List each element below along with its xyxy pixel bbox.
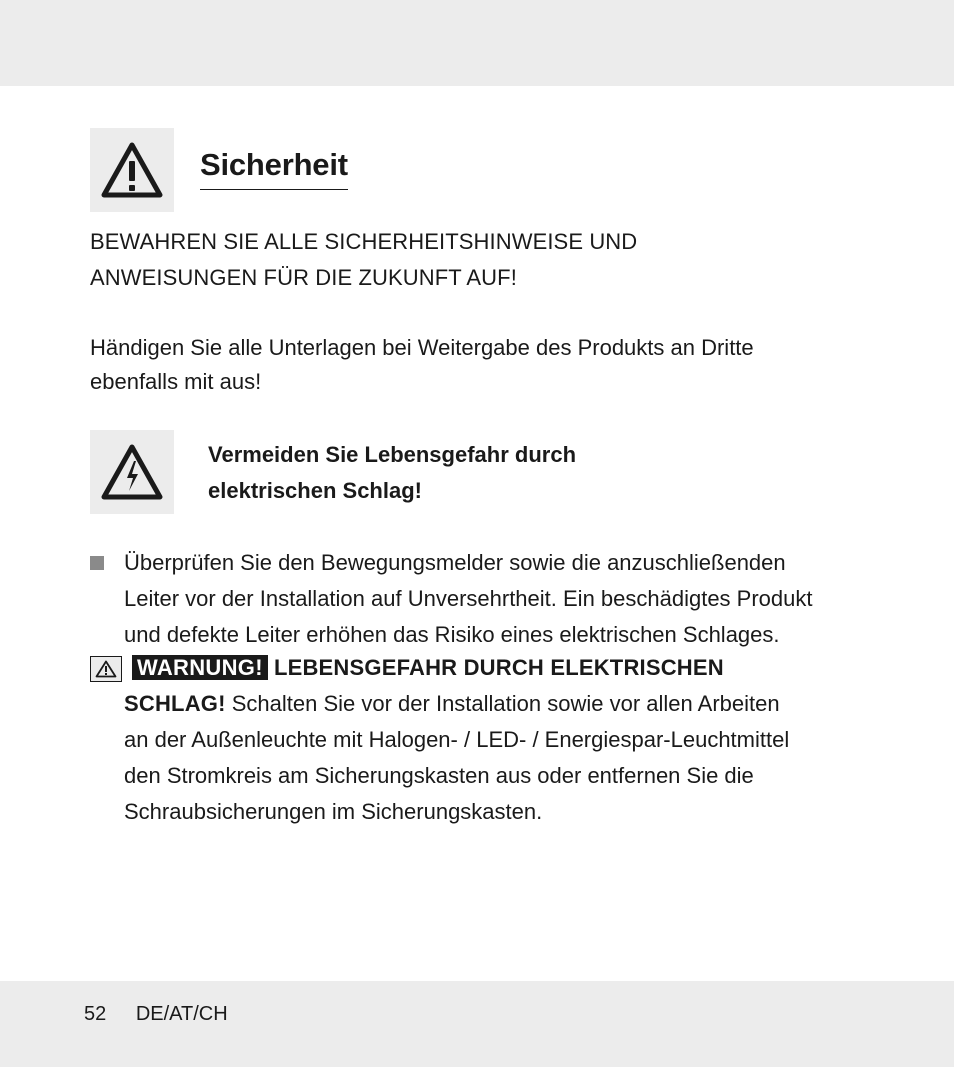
handover-line1: Händigen Sie alle Unterlagen bei Weitergabe des Produkts an Dritte bbox=[90, 335, 754, 360]
warning-heading-continued: SCHLAG! bbox=[124, 691, 226, 716]
warning-line3: an der Außenleuchte mit Halogen- / LED- / Energiespar-Leuchtmittel bbox=[124, 727, 790, 752]
shock-warning-line1: Vermeiden Sie Lebensgefahr durch bbox=[208, 442, 577, 467]
region-label: DE/AT/CH bbox=[135, 1003, 228, 1025]
warning-badge: WARNUNG! bbox=[132, 655, 268, 680]
warning-line5: Schraubsicherungen im Sicherungskasten. bbox=[124, 799, 543, 824]
handover-line2: ebenfalls mit aus! bbox=[90, 369, 262, 394]
inspection-list-item bbox=[124, 545, 884, 653]
keep-notice-line2: ANWEISUNGEN FÜR DIE ZUKUNFT AUF! bbox=[90, 265, 517, 290]
inspection-line1: Überprüfen Sie den Bewegungsmelder sowie die anzuschließenden bbox=[124, 550, 786, 575]
keep-instructions-notice bbox=[90, 224, 830, 296]
square-bullet-icon bbox=[90, 556, 104, 570]
warning-heading: LEBENSGEFAHR DURCH ELEKTRISCHEN bbox=[273, 655, 724, 680]
handover-note bbox=[90, 331, 880, 399]
warning-line2-text: Schalten Sie vor der Installation sowie vor allen Arbeiten bbox=[225, 691, 780, 716]
page-number: 52 bbox=[84, 1003, 107, 1025]
shock-warning-line2: elektrischen Schlag! bbox=[208, 478, 422, 503]
warning-triangle-icon bbox=[90, 128, 174, 212]
warning-triangle-small-icon bbox=[90, 656, 122, 682]
shock-warning-title bbox=[208, 437, 808, 509]
top-band bbox=[0, 0, 954, 86]
footer bbox=[84, 1000, 228, 1028]
electric-warning-item bbox=[124, 650, 884, 830]
keep-notice-line1: BEWAHREN SIE ALLE SICHERHEITSHINWEISE UND bbox=[90, 229, 638, 254]
inspection-line3: und defekte Leiter erhöhen das Risiko eines elektrischen Schlages. bbox=[124, 622, 780, 647]
inspection-line2: Leiter vor der Installation auf Unversehrtheit. Ein beschädigtes Produkt bbox=[124, 586, 813, 611]
page-title: Sicherheit bbox=[200, 144, 348, 190]
warning-line4: den Stromkreis am Sicherungskasten aus oder entfernen Sie die bbox=[124, 763, 754, 788]
electric-shock-icon bbox=[90, 430, 174, 514]
